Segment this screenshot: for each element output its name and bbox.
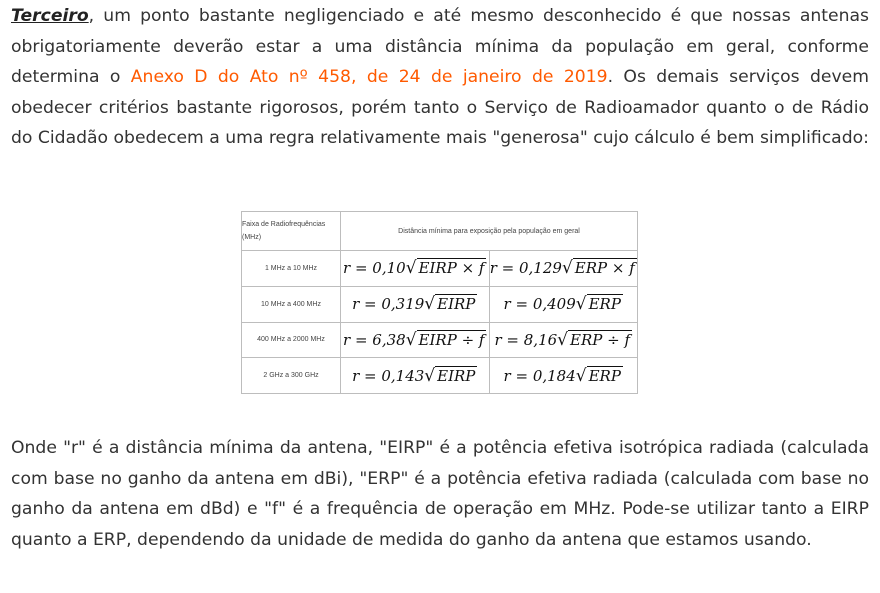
erp-formula: r = 0,409√ ERP: [489, 286, 638, 322]
intro-text-end: . Os demais serviços devem obedecer critérios bastante rigorosos, porém tanto o Serviço de Radioamador quanto o de Rádio do Cidadão obedecem a uma regra relativamente mais "generosa" cujo cálculo é bem simplificado:: [11, 67, 869, 148]
intro-paragraph: [11, 1, 869, 154]
header-band: Faixa de Radiofrequências (MHz): [242, 212, 341, 251]
explanation-paragraph: Onde "r" é a distância mínima da antena, "EIRP" é a potência efetiva isotrópica radiada (calculada com base no ganho da antena em dBi), "ERP" é a potência efetiva radiada (calculada com base no ganho da antena em dBd) e "f" é a frequência de operação em MHz. Pode-se utilizar tanto a EIRP quanto a ERP, dependendo da unidade de medida do ganho da antena que estamos usando.: [11, 438, 869, 550]
distance-table: [241, 211, 638, 394]
anexo-d-link[interactable]: Anexo D do Ato nº 458, de 24 de janeiro de 2019: [130, 67, 608, 87]
band-cell: 1 MHz a 10 MHz: [242, 251, 341, 287]
band-cell: 400 MHz a 2000 MHz: [242, 322, 341, 358]
eirp-formula: r = 0,319√ EIRP: [341, 286, 490, 322]
eirp-formula: r = 0,143√ EIRP: [341, 358, 490, 394]
table-row: [242, 358, 638, 394]
band-cell: 2 GHz a 300 GHz: [242, 358, 341, 394]
erp-formula: r = 0,129√ ERP × f: [489, 251, 638, 287]
erp-formula: r = 8,16√ ERP ÷ f: [489, 322, 638, 358]
table-row: [242, 286, 638, 322]
table-row: [242, 251, 638, 287]
lead-term: Terceiro: [11, 6, 89, 26]
band-cell: 10 MHz a 400 MHz: [242, 286, 341, 322]
table-row: [242, 322, 638, 358]
intro-text: , um ponto bastante negligenciado e até mesmo desconhecido é que nossas antenas obrigatoriamente deverão estar a uma distância mínima da população em geral, conforme determina o: [11, 6, 869, 87]
header-distance: Distância mínima para exposição pela população em geral: [341, 212, 638, 251]
erp-formula: r = 0,184√ ERP: [489, 358, 638, 394]
eirp-formula: r = 0,10√ EIRP × f: [341, 251, 490, 287]
eirp-formula: r = 6,38√ EIRP ÷ f: [341, 322, 490, 358]
